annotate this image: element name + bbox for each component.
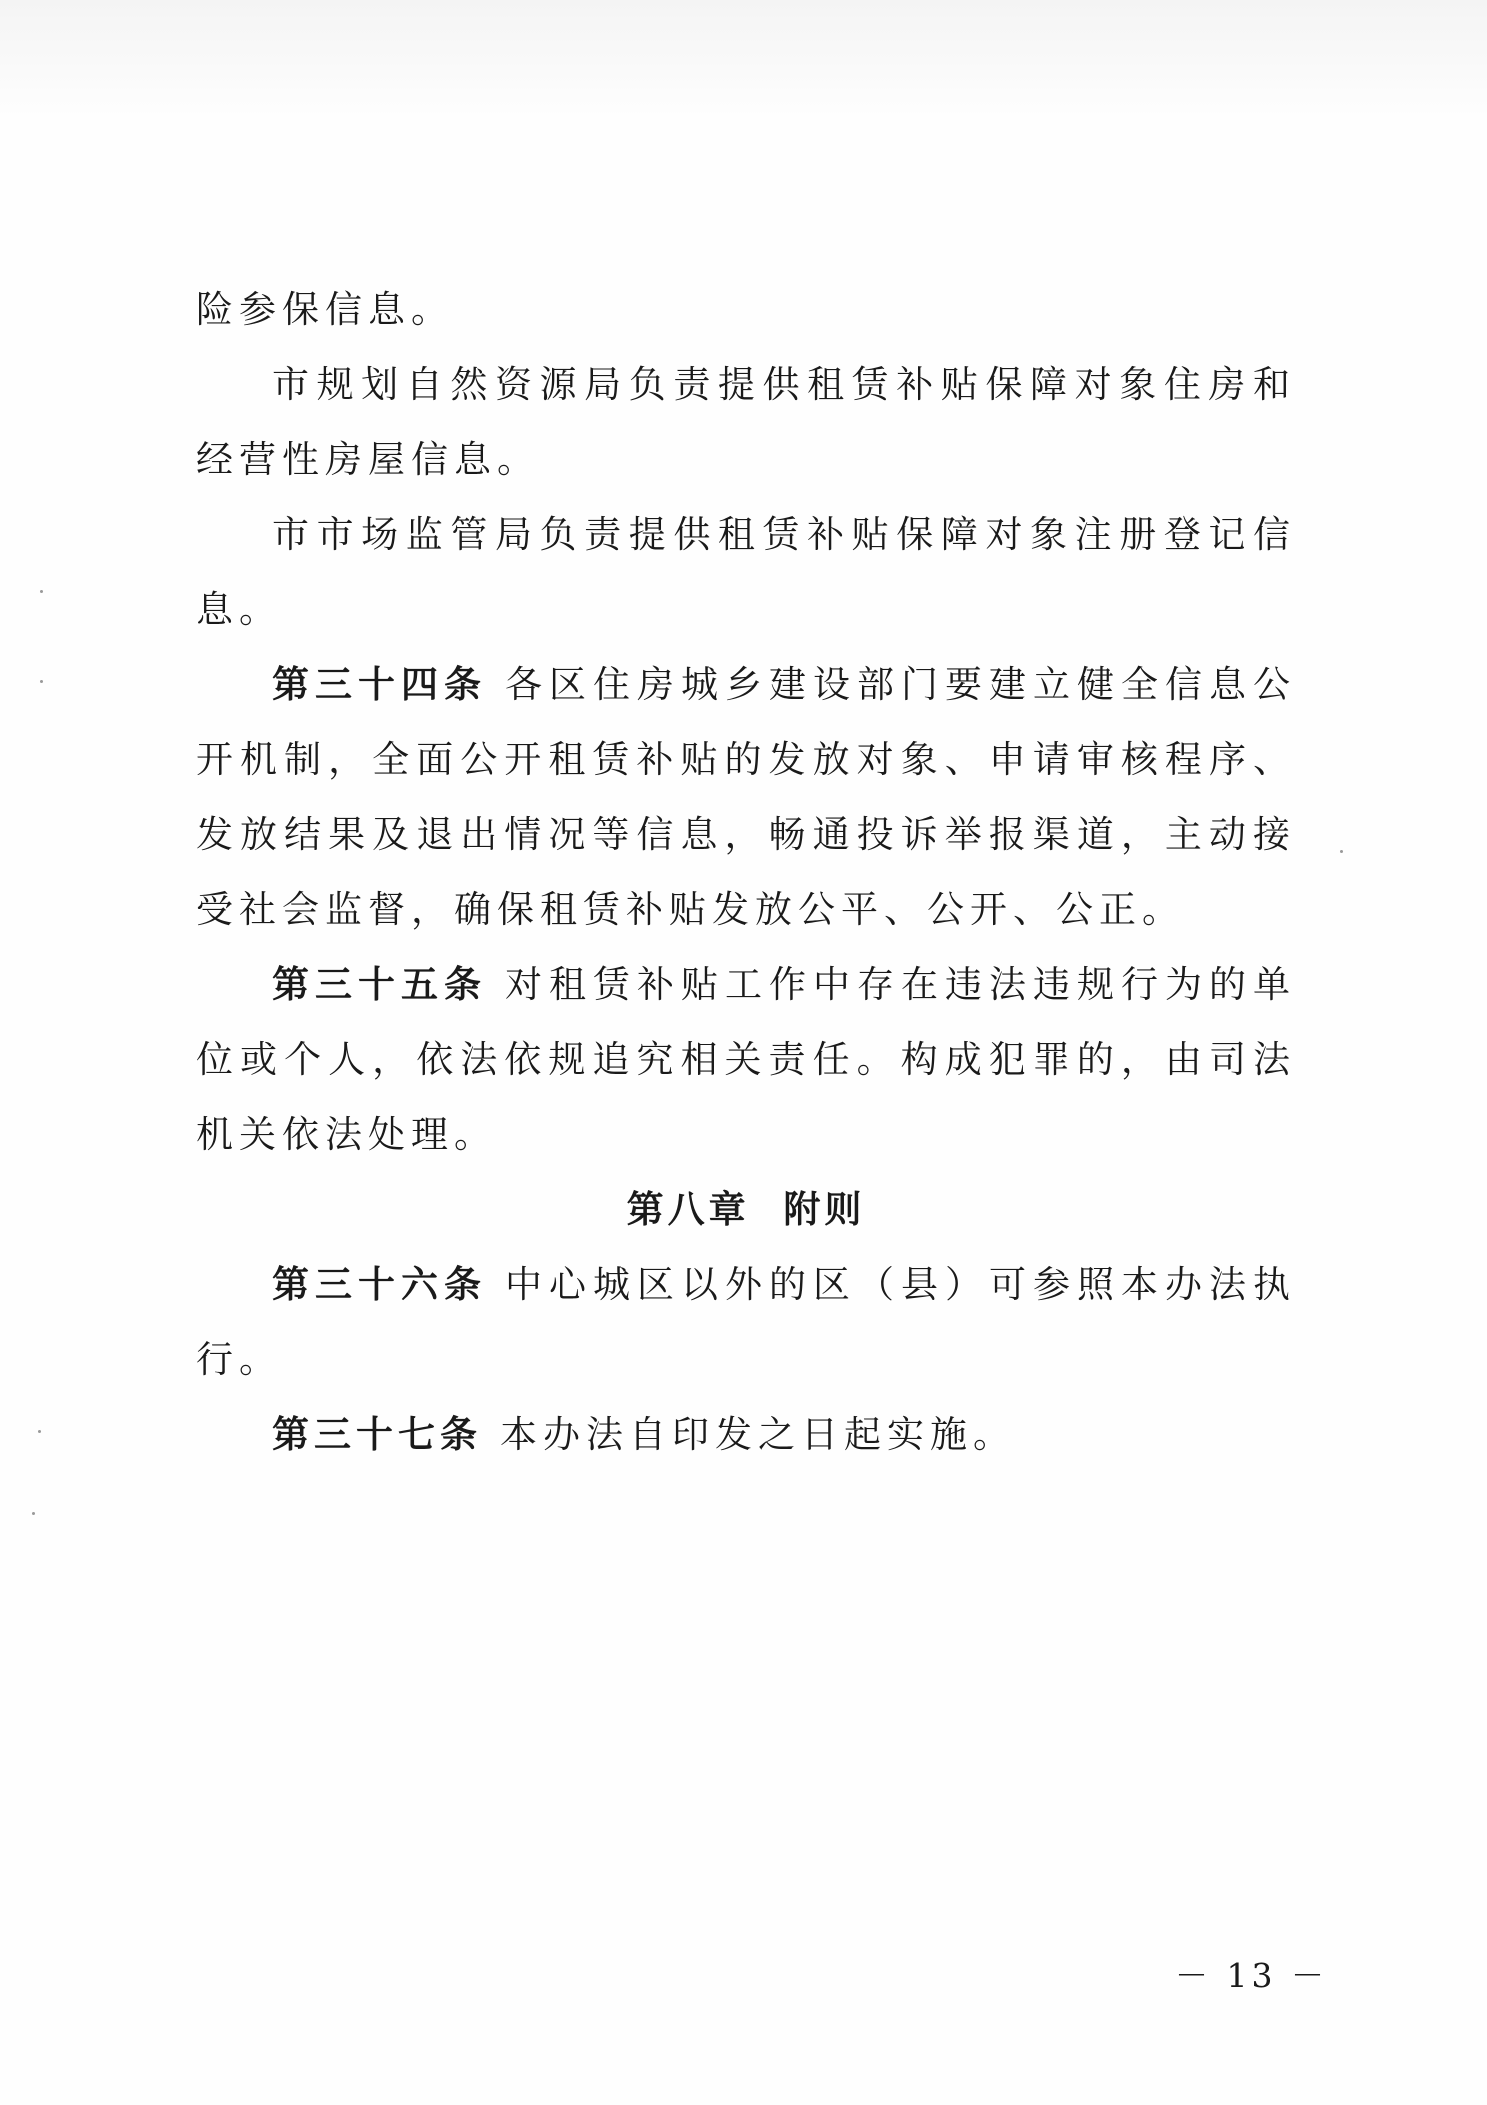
paragraph-planning-bureau: 市规划自然资源局负责提供租赁补贴保障对象住房和经营性房屋信息。 (196, 363, 1296, 481)
article-34-text: 各区住房城乡建设部门要建立健全信息公开机制，全面公开租赁补贴的发放对象、申请审核程序、发放结果及退出情况等信息，畅通投诉举报渠道，主动接受社会监督，确保租赁补贴发放公平、公开、公正。 (196, 663, 1296, 931)
paragraph-continuation: 险参保信息。 (196, 288, 454, 331)
scan-speck (1340, 850, 1343, 853)
scan-speck (38, 1430, 41, 1433)
article-35-text: 对租赁补贴工作中存在违法违规行为的单位或个人，依法依规追究相关责任。构成犯罪的，由司法机关依法处理。 (196, 963, 1296, 1156)
scan-speck (40, 680, 43, 683)
scan-top-band (0, 0, 1487, 120)
article-37-text: 本办法自印发之日起实施。 (500, 1413, 1016, 1456)
chapter-heading: 第八章 附则 (626, 1188, 866, 1231)
article-35 (196, 947, 1296, 1172)
article-34 (196, 647, 1296, 947)
article-35-label: 第三十五条 (272, 963, 487, 1006)
article-36-text: 中心城区以外的区（县）可参照本办法执行。 (196, 1263, 1296, 1381)
document-body (196, 272, 1296, 1472)
scan-speck (40, 590, 43, 593)
article-37 (196, 1397, 1296, 1472)
article-37-label: 第三十七条 (272, 1413, 482, 1456)
article-36-label: 第三十六条 (272, 1263, 487, 1306)
article-36 (196, 1247, 1296, 1397)
paragraph-market-regulation: 市市场监管局负责提供租赁补贴保障对象注册登记信息。 (196, 513, 1296, 631)
page-number: － 13 － (1175, 1956, 1328, 1995)
scan-speck (32, 1512, 35, 1515)
article-34-label: 第三十四条 (272, 663, 487, 706)
